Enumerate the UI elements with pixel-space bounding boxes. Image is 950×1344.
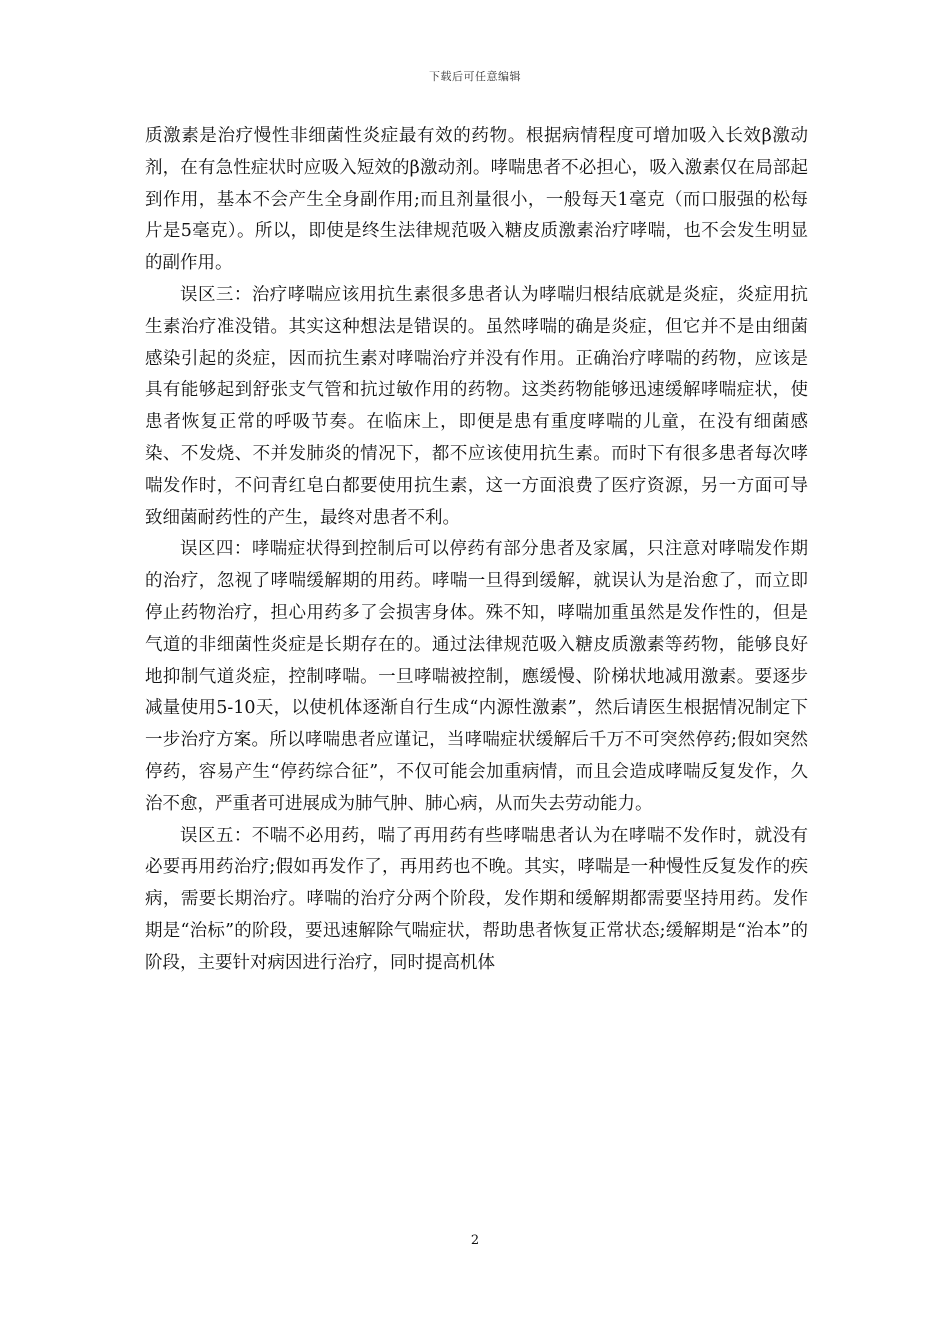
paragraph-continuation: 质激素是治疗慢性非细菌性炎症最有效的药物。根据病情程度可增加吸入长效β激动剂，在有急性症状时应吸入短效的β激动剂。哮喘患者不必担心，吸入激素仅在局部起到作用，基本不会产生全身副作用;而且剂量很小，一般每天1毫克（而口服强的松每片是5毫克）。所以，即使是终生法律规范吸入糖皮质激素治疗哮喘，也不会发生明显的副作用。 [145, 126, 808, 274]
document-body [145, 121, 808, 980]
page-header: 下载后可任意编辑 [429, 70, 521, 83]
paragraph-myth-four: 误区四：哮喘症状得到控制后可以停药有部分患者及家属，只注意对哮喘发作期的治疗，忽视了哮喘缓解期的用药。哮喘一旦得到缓解，就误认为是治愈了，而立即停止药物治疗，担心用药多了会损害身体。殊不知，哮喘加重虽然是发作性的，但是气道的非细菌性炎症是长期存在的。通过法律规范吸入糖皮质激素等药物，能够良好地抑制气道炎症，控制哮喘。一旦哮喘被控制，應缓慢、阶梯状地减用激素。要逐步减量使用5-10天，以使机体逐渐自行生成“内源性激素”，然后请医生根据情况制定下一步治疗方案。所以哮喘患者应谨记，当哮喘症状缓解后千万不可突然停药;假如突然停药，容易产生“停药综合征”，不仅可能会加重病情，而且会造成哮喘反复发作，久治不愈，严重者可进展成为肺气肿、肺心病，从而失去劳动能力。 [145, 539, 808, 814]
page-number: 2 [470, 1233, 480, 1248]
paragraph-myth-three: 误区三：治疗哮喘应该用抗生素很多患者认为哮喘归根结底就是炎症，炎症用抗生素治疗准没错。其实这种想法是错误的。虽然哮喘的确是炎症，但它并不是由细菌感染引起的炎症，因而抗生素对哮喘治疗并没有作用。正确治疗哮喘的药物，应该是具有能够起到舒张支气管和抗过敏作用的药物。这类药物能够迅速缓解哮喘症状，使患者恢复正常的呼吸节奏。在临床上，即便是患有重度哮喘的儿童，在没有细菌感染、不发烧、不并发肺炎的情况下，都不应该使用抗生素。而时下有很多患者每次哮喘发作时，不问青红皂白都要使用抗生素，这一方面浪费了医疗资源，另一方面可导致细菌耐药性的产生，最终对患者不利。 [145, 284, 808, 528]
paragraph-myth-five: 误区五：不喘不必用药，喘了再用药有些哮喘患者认为在哮喘不发作时，就没有必要再用药治疗;假如再发作了，再用药也不晚。其实，哮喘是一种慢性反复发作的疾病，需要长期治疗。哮喘的治疗分两个阶段，发作期和缓解期都需要坚持用药。发作期是“治标”的阶段，要迅速解除气喘症状，帮助患者恢复正常状态;缓解期是“治本”的阶段，主要针对病因进行治疗，同时提高机体 [145, 825, 808, 973]
